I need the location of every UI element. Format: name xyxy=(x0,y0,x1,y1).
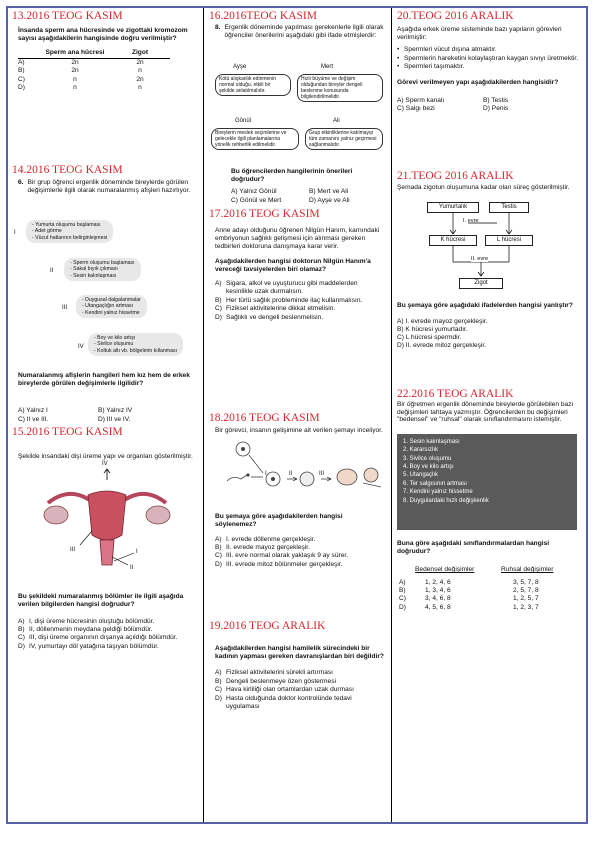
column-middle xyxy=(205,8,392,822)
question-22-table xyxy=(399,566,581,612)
option-label: C) xyxy=(215,305,222,313)
option-text: III, dişi üreme organının dışarıya açıldığı bölümdür. xyxy=(29,634,178,642)
column-left xyxy=(8,8,204,822)
option-label: A) xyxy=(215,280,222,288)
option-d[interactable]: D) Ayşe ve Ali xyxy=(309,196,350,204)
question-16-intro: Ergenlik döneminde yapılması gerekenlerle ilgili olarak öğrenciler önerilerini aşağıdaki gibi ifade etmişlerdir: xyxy=(224,24,384,40)
table-cell: n xyxy=(73,75,77,83)
table-cell: n xyxy=(73,84,77,92)
label-iv: IV xyxy=(102,461,108,468)
stage-label: I xyxy=(265,471,267,478)
option-label: D) xyxy=(215,313,222,321)
option-b[interactable] xyxy=(215,678,387,686)
option-b[interactable] xyxy=(18,626,197,634)
table-header: Sperm ana hücresi xyxy=(45,49,105,57)
option-label: A) xyxy=(18,617,25,625)
option-label: D) xyxy=(215,560,222,568)
option-label: A) xyxy=(215,535,222,543)
option-c[interactable] xyxy=(215,686,387,694)
question-21 xyxy=(393,170,588,350)
option-label: D) xyxy=(215,694,222,702)
worksheet-page xyxy=(6,6,588,824)
option-c[interactable]: C) II ve III. xyxy=(18,415,49,423)
development-diagram xyxy=(205,435,391,505)
poster-number: III xyxy=(62,305,68,311)
table-cell: 2n xyxy=(71,58,79,66)
table-cell: 2n xyxy=(136,58,144,66)
option-b[interactable] xyxy=(215,297,385,305)
option-text: I, dişi üreme hücresinin oluştuğu bölümdür. xyxy=(29,617,155,625)
option-text: Hava kirliliği olan ortamlardan uzak durması xyxy=(226,686,354,694)
option-a[interactable]: A) Yalnız I xyxy=(18,407,48,414)
table-header: Ruhsal değişimler xyxy=(501,566,554,574)
poster-i xyxy=(26,220,113,243)
speech-bubble: Hızlı büyüme ve değişim olduğundan bireyler dengeli beslenme konusunda bilgilendirilmelidir. xyxy=(297,74,383,102)
box-ovary: Yumurtalık xyxy=(427,202,479,213)
arrow-label: II. evre xyxy=(471,256,489,263)
option-b[interactable] xyxy=(215,544,387,552)
label-ii: II xyxy=(130,565,134,572)
poster-item: - Vücut hatlarının belirginleşmesi xyxy=(32,234,108,241)
question-20-intro: Aşağıda erkek üreme sisteminde bazı yapıların görevleri verilmiştir: xyxy=(397,26,562,42)
poster-item: - Boy ve kilo artışı xyxy=(94,335,136,341)
question-13-table xyxy=(18,49,170,92)
question-17 xyxy=(205,208,391,322)
box-zygote: Zigot xyxy=(459,278,503,289)
option-label: A) xyxy=(215,669,222,677)
table-cell: 1, 3, 4, 6 xyxy=(425,587,451,594)
option-text: Fiziksel aktivitelerini sürekli artırması xyxy=(226,669,333,677)
table-header: Bedensel değişimler xyxy=(415,566,475,574)
speech-bubble: Grup etkinliklerine katılmayıp tüm zamanını yalnız geçirmesi sağlanmalıdır. xyxy=(305,128,383,150)
question-15-intro: Şekilde insandaki dişi üreme yapı ve organları gösterilmiştir. xyxy=(18,453,193,460)
table-cell: 2n xyxy=(136,75,144,83)
zygote-diagram xyxy=(393,198,588,294)
option-text: II, döllenmenin meydana geldiği bölümdür. xyxy=(29,626,153,634)
column-right xyxy=(393,8,588,822)
student-name: Mert xyxy=(321,64,333,70)
option-label: D) xyxy=(18,642,25,650)
speech-bubble: Bireylerin meslek seçimlerine ve gelecekle ilgili planlamalarına yönelik rehberlik edilmelidir. xyxy=(211,128,299,150)
question-14-options xyxy=(8,407,178,424)
poster-ii xyxy=(64,258,141,281)
question-13-title: 13.2016 TEOG KASIM xyxy=(12,10,123,22)
option-text: Her türlü sağlık probleminde ilaç kullanmalısın. xyxy=(226,296,363,304)
poster-item: - Sakal bıyık çıkması xyxy=(70,266,118,273)
question-17-options xyxy=(205,280,391,322)
student-name: Ali xyxy=(333,118,340,124)
question-19-text: Aşağıdakilerden hangisi hamilelik sürecindeki bir kadının yapması gereken davranışlardan biri değildir? xyxy=(215,645,384,661)
option-d[interactable] xyxy=(215,314,385,322)
option-d[interactable] xyxy=(215,695,387,712)
option-d[interactable]: D) II. evrede mitoz gerçekleşir. xyxy=(397,341,487,349)
board-item: 7. Kendini yalnız hissetme xyxy=(403,489,473,496)
question-19-options xyxy=(205,669,391,711)
stage-label: II xyxy=(289,471,293,478)
option-label: C) xyxy=(215,686,222,694)
option-c[interactable] xyxy=(18,634,197,642)
question-18 xyxy=(205,412,391,569)
option-text: Dengeli beslenmeye özen göstermesi xyxy=(226,677,336,685)
option-label: B) xyxy=(18,626,25,634)
option-text: II. evrede mayoz gerçekleşir. xyxy=(226,544,310,552)
table-cell: 1, 2, 3, 7 xyxy=(513,603,539,611)
box-k-cell: K hücresi xyxy=(429,235,477,246)
question-16-options xyxy=(205,188,387,205)
question-14-text: Numaralanmış afişlerin hangileri hem kız hem de erkek bireylerde görülen değişimlerle ilgilidir? xyxy=(18,372,190,388)
option-label: B) xyxy=(399,587,406,594)
option-text: IV, yumurtayı döl yatağına taşıyan bölümdür. xyxy=(29,642,159,650)
board-list xyxy=(397,434,577,530)
question-number: 8. xyxy=(215,24,221,31)
question-20-title: 20.TEOG 2016 ARALIK xyxy=(397,10,514,22)
poster-item: - Yumurta oluşumu başlaması xyxy=(32,222,101,228)
option-a[interactable] xyxy=(215,536,387,544)
question-14-intro: Bir grup öğrenci ergenlik döneminde bireylerde görülen değişimlerle ilgili olarak numaralanmış afişleri hazırlıyor. xyxy=(27,179,191,195)
question-19 xyxy=(205,620,391,711)
table-cell: 3, 4, 6, 8 xyxy=(425,595,451,603)
poster-iii xyxy=(76,295,147,318)
bullet-item: Spermlerin hareketini kolaylaştıran kaygan sıvıyı üretmektir. xyxy=(404,54,579,62)
question-21-text: Bu şemaya göre aşağıdaki ifadelerden hangisi yanlıştır? xyxy=(397,302,573,310)
option-text: III. evre normal olarak yaklaşık 9 ay sürer. xyxy=(226,552,349,560)
option-a[interactable]: A) I. evrede mayoz gerçekleşir. xyxy=(397,318,488,326)
question-21-intro: Şemada zigotun oluşumuna kadar olan süreç gösterilmiştir. xyxy=(397,184,570,191)
option-label: C) xyxy=(399,595,406,603)
poster-number: I xyxy=(14,230,16,236)
option-c[interactable]: C) Gönül ve Mert xyxy=(231,196,282,204)
poster-item: - Adet görme xyxy=(32,228,62,235)
board-item: 6. Ter salgısının artması xyxy=(403,480,467,487)
option-label: B) xyxy=(18,67,25,75)
box-l-cell: L hücresi xyxy=(485,235,533,246)
option-label: C) xyxy=(18,75,25,83)
bullet-item: Spermleri taşımaktır. xyxy=(404,62,465,70)
question-21-title: 21.TEOG 2016 ARALIK xyxy=(397,170,514,182)
question-17-text: Aşağıdakilerden hangisi doktorun Nilgün Hanım'a vereceği tavsiyelerden biri olamaz? xyxy=(215,257,371,273)
option-c[interactable] xyxy=(215,552,387,560)
board-item: 4. Boy ve kilo artışı xyxy=(403,464,454,470)
board-item: 8. Duygulardaki hızlı değişkenlik xyxy=(403,497,489,504)
poster-item: - Kendini yalnız hissetme xyxy=(82,309,140,316)
question-16-title: 16.2016TEOG KASIM xyxy=(209,10,317,22)
question-15-title: 15.2016 TEOG KASIM xyxy=(12,426,123,438)
option-b[interactable]: B) Yalnız IV xyxy=(98,407,133,414)
board-item: 3. Sivilce oluşumu xyxy=(403,455,452,462)
question-15 xyxy=(8,426,203,651)
poster-item: - Duygusal dalgalanmalar xyxy=(82,297,141,303)
question-number: 6. xyxy=(18,179,24,186)
option-a[interactable]: A) Sperm kanalı xyxy=(397,97,445,105)
speech-bubble: Kötü alışkanlık edinmenin normal olduğu, etkili bir şekilde anlatılmalıdır. xyxy=(215,74,291,96)
option-c[interactable] xyxy=(215,305,385,313)
question-18-text: Bu şemaya göre aşağıdakilerden hangisi söylenemez? xyxy=(215,513,343,529)
question-20-text: Görevi verilmeyen yapı aşağıdakilerden hangisidir? xyxy=(397,79,559,87)
option-a[interactable] xyxy=(215,669,387,677)
option-label: A) xyxy=(399,578,406,586)
question-13-text: İnsanda sperm ana hücresinde ve zigottaki kromozom sayısı aşağıdakilerin hangisinde doğru verilmiştir? xyxy=(18,27,188,43)
question-22-text: Buna göre aşağıdaki sınıflandırmalardan hangisi doğrudur? xyxy=(397,539,550,555)
poster-item: - Koltuk altı vb. bölgelerin kıllanması xyxy=(94,347,178,354)
option-text: Hasta olduğunda doktor kontrolünde tedavi uygulaması xyxy=(226,694,352,711)
question-22-intro: Bir öğretmen ergenlik döneminde bireylerde görülebilen bazı değişimleri tahtaya yazmıştır. Öğrencilerden bu değişimleri "bedensel" ve "ruhsal" olarak sınıflandırmasını istemiştir. xyxy=(397,401,574,424)
question-15-options xyxy=(8,618,203,652)
option-text: III. evrede mitoz bölünmeler gerçekleşir. xyxy=(226,560,343,568)
question-22 xyxy=(393,388,588,612)
table-cell: 2, 5, 7, 8 xyxy=(513,587,539,594)
table-cell: 2n xyxy=(71,67,79,75)
board-item: 5. Utangaçlık xyxy=(403,472,439,479)
option-label: D) xyxy=(399,603,406,611)
female-reproductive-diagram xyxy=(8,461,203,583)
poster-item: - Utangaçlığın artması xyxy=(82,303,134,310)
poster-item: - Sivilce oluşumu xyxy=(94,341,134,348)
option-b[interactable]: B) Testis xyxy=(483,97,509,105)
option-a[interactable]: A) Yalnız Gönül xyxy=(231,188,277,195)
question-17-title: 17.2016 TEOG KASIM xyxy=(209,208,320,220)
board-item: 2. Kararsızlık xyxy=(403,447,439,454)
question-19-title: 19.2016 TEOG ARALIK xyxy=(209,620,326,632)
question-14 xyxy=(8,164,203,426)
poster-iv xyxy=(88,333,183,356)
label-i: I xyxy=(136,549,138,556)
option-text: Fiziksel aktivitelerine dikkat etmelisin. xyxy=(226,305,336,313)
option-a[interactable] xyxy=(18,618,197,626)
option-label: B) xyxy=(215,544,222,552)
option-d[interactable] xyxy=(18,643,197,651)
question-22-title: 22.2016 TEOG ARALIK xyxy=(397,388,514,400)
poster-number: II xyxy=(50,268,54,274)
question-14-title: 14.2016 TEOG KASIM xyxy=(12,164,123,176)
option-c[interactable]: C) L hücresi spermdir. xyxy=(397,334,462,341)
question-18-title: 18.2016 TEOG KASIM xyxy=(209,412,320,424)
table-cell: 4, 5, 6, 8 xyxy=(425,603,451,611)
option-text: I. evrede döllenme gerçekleşir. xyxy=(226,535,316,543)
question-15-text: Bu şekildeki numaralanmış bölümler ile ilgili aşağıda verilen bilgilerden hangisi doğrudur? xyxy=(18,593,184,609)
question-17-intro: Anne adayı olduğunu öğrenen Nilgün Hanım, karnındaki embriyonun sağlıklı gelişmesi için alınması gereken tedbirleri doktoruna danışmaya karar verir. xyxy=(215,227,380,251)
table-cell: n xyxy=(138,67,142,75)
poster-item: - Sperm oluşumu başlaması xyxy=(70,260,135,266)
option-a[interactable] xyxy=(215,280,385,297)
question-21-options xyxy=(393,318,588,349)
box-testis: Testis xyxy=(489,202,529,213)
table-cell: 3, 5, 7, 8 xyxy=(513,578,539,586)
option-text: Sağlıklı ve dengeli beslenmelisin. xyxy=(226,313,324,321)
option-text: Sigara, alkol ve uyuşturucu gibi maddelerden kesinlikle uzak durmalısın. xyxy=(226,280,358,296)
option-label: D) xyxy=(18,84,25,92)
bullet-list: • Spermleri vücut dışına atmaktır. • Spermlerin hareketini kolaylaştıran kaygan sıvıyı üretmektir. • Spermleri taşımaktır. xyxy=(397,46,579,70)
question-18-intro: Bir görevci, insanın gelişimine ait verilen şemayı inceliyor. xyxy=(215,427,383,434)
bullet-item: Spermleri vücut dışına atmaktır. xyxy=(404,46,497,54)
development-illustration xyxy=(205,435,392,505)
option-label: A) xyxy=(18,58,25,66)
option-d[interactable]: D) Penis xyxy=(483,105,509,113)
table-header: Zigot xyxy=(131,49,149,57)
option-label: B) xyxy=(215,677,222,685)
student-name: Ayşe xyxy=(233,64,247,70)
question-20 xyxy=(393,10,588,113)
stage-label: III xyxy=(319,471,325,478)
poster-item: - Sesin kalınlaşması xyxy=(70,272,117,279)
question-20-options xyxy=(393,97,588,113)
arrow-label: I. evre xyxy=(463,218,479,225)
option-label: B) xyxy=(215,296,222,304)
option-label: C) xyxy=(18,634,25,642)
chalkboard xyxy=(393,434,588,532)
label-iii: III xyxy=(70,547,76,554)
option-d[interactable] xyxy=(215,561,387,569)
question-13 xyxy=(8,10,203,92)
table-cell: 1, 2, 4, 6 xyxy=(425,578,451,586)
board-item: 1. Sesin kalınlaşması xyxy=(403,438,460,445)
option-c[interactable]: C) Salgı bezi xyxy=(397,105,435,113)
option-label: C) xyxy=(215,552,222,560)
option-b[interactable]: B) K hücresi yumurtadır. xyxy=(397,326,468,334)
table-cell: n xyxy=(138,84,142,92)
poster-number: IV xyxy=(78,344,84,350)
option-d[interactable]: D) III ve IV. xyxy=(98,415,131,423)
option-b[interactable]: B) Mert ve Ali xyxy=(309,188,349,195)
student-name: Gönül xyxy=(235,118,252,124)
uterus-illustration xyxy=(8,465,204,583)
question-18-options xyxy=(205,536,391,570)
question-16-text: Bu öğrencilerden hangilerinin önerileri doğrudur? xyxy=(231,168,353,184)
table-cell: 1, 2, 5, 7 xyxy=(513,595,539,603)
